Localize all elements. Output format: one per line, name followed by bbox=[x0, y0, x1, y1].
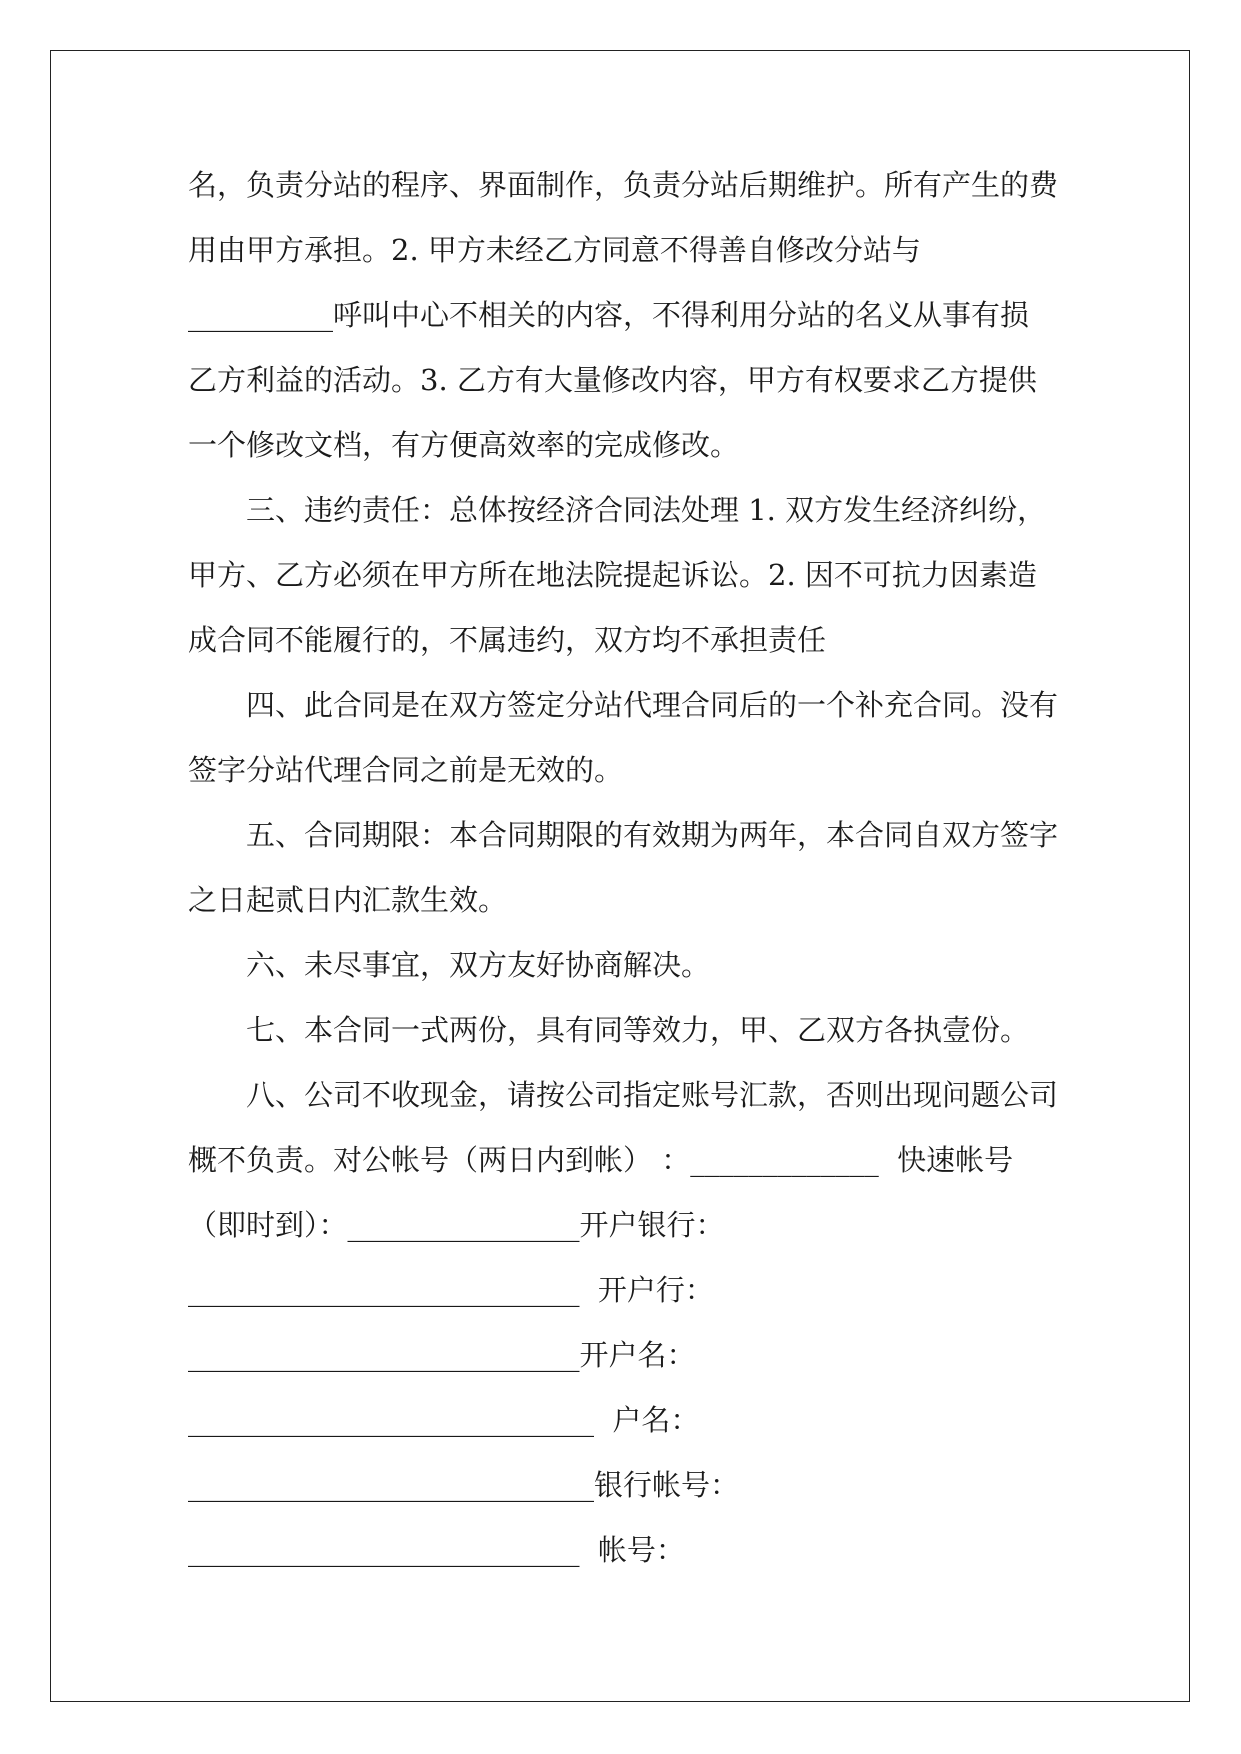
clause-7-heading: 七、本合同一式两份，具有同等效力，甲、乙双方各执壹份。 bbox=[246, 1013, 1030, 1047]
account-line: （即时到）：________________开户银行： bbox=[188, 1208, 725, 1242]
contract-line: __________呼叫中心不相关的内容，不得利用分站的名义从事有损 bbox=[188, 298, 1030, 332]
contract-line: 乙方利益的活动。3. 乙方有大量修改内容，甲方有权要求乙方提供 bbox=[188, 363, 1037, 397]
contract-line: 签字分站代理合同之前是无效的。 bbox=[188, 753, 624, 787]
clause-4-heading: 四、此合同是在双方签定分站代理合同后的一个补充合同。没有 bbox=[246, 688, 1059, 722]
account-line: ____________________________银行帐号： bbox=[188, 1468, 740, 1502]
clause-5-heading: 五、合同期限：本合同期限的有效期为两年，本合同自双方签字 bbox=[246, 818, 1059, 852]
contract-line: 用由甲方承担。2. 甲方未经乙方同意不得善自修改分站与 bbox=[188, 233, 921, 267]
contract-line: 名，负责分站的程序、界面制作，负责分站后期维护。所有产生的费 bbox=[188, 168, 1059, 202]
contract-line: 之日起贰日内汇款生效。 bbox=[188, 883, 508, 917]
contract-text bbox=[188, 153, 1068, 1583]
contract-line: 甲方、乙方必须在甲方所在地法院提起诉讼。2. 因不可抗力因素造 bbox=[188, 558, 1037, 592]
contract-line: 成合同不能履行的，不属违约，双方均不承担责任 bbox=[188, 623, 827, 657]
account-line: 概不负责。对公帐号（两日内到帐） ：_____________ 快速帐号 bbox=[188, 1143, 1014, 1177]
account-line: ____________________________ 户名： bbox=[188, 1403, 700, 1437]
clause-6-heading: 六、未尽事宜，双方友好协商解决。 bbox=[246, 948, 711, 982]
account-line: ___________________________ 开户行： bbox=[188, 1273, 714, 1307]
account-line: ___________________________开户名： bbox=[188, 1338, 696, 1372]
account-line: ___________________________ 帐号： bbox=[188, 1533, 685, 1567]
clause-8-heading: 八、公司不收现金，请按公司指定账号汇款，否则出现问题公司 bbox=[246, 1078, 1059, 1112]
contract-line: 一个修改文档，有方便高效率的完成修改。 bbox=[188, 428, 740, 462]
clause-3-heading: 三、违约责任：总体按经济合同法处理 1. 双方发生经济纠纷， bbox=[246, 493, 1047, 527]
